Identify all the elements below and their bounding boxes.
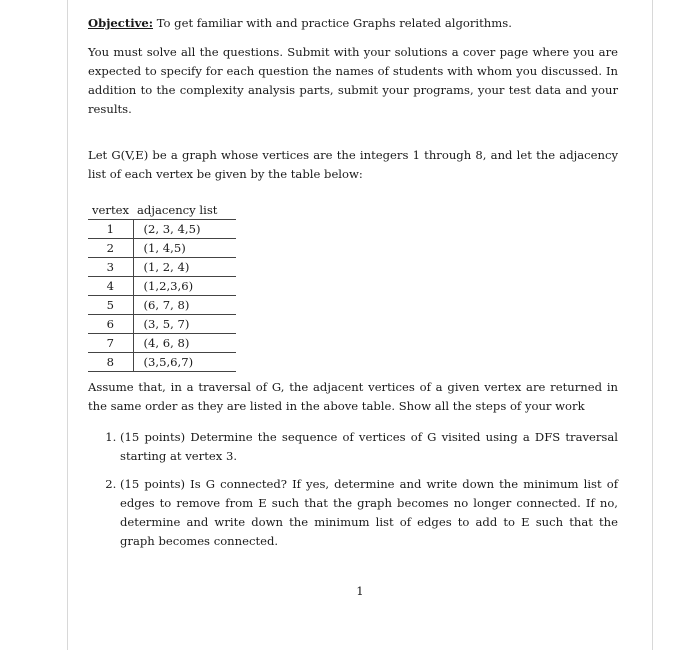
table-row (88, 220, 236, 239)
document-content (88, 14, 618, 560)
vertex-cell: 7 (88, 334, 133, 353)
objective-text: To get familiar with and practice Graphs related algorithms. (156, 16, 512, 30)
adjacency-cell: (3, 5, 7) (133, 315, 236, 334)
objective-paragraph (88, 14, 618, 33)
table-row (88, 258, 236, 277)
adjacency-cell: (1, 4,5) (133, 239, 236, 258)
question-item: 2. (15 points) Is G connected? If yes, determine and write down the minimum list of edges to remove from E such that the graph becomes no longer connected. If no, determine and write down the minimum list of edges to add to E such that the graph becomes connected. (120, 475, 618, 551)
table-row (88, 296, 236, 315)
vertex-cell: 6 (88, 315, 133, 334)
vertex-cell: 5 (88, 296, 133, 315)
vertex-cell: 1 (88, 220, 133, 239)
adjacency-cell: (1, 2, 4) (133, 258, 236, 277)
question-list (88, 428, 618, 551)
table-row (88, 277, 236, 296)
vertex-cell: 3 (88, 258, 133, 277)
question-item: 1. (15 points) Determine the sequence of vertices of G visited using a DFS traversal starting at vertex 3. (120, 428, 618, 466)
header-vertex: vertex (92, 203, 130, 217)
table-header-row (88, 202, 236, 220)
table-row (88, 353, 236, 372)
adjacency-table (88, 202, 236, 372)
table-row (88, 334, 236, 353)
objective-label: Objective: (88, 16, 153, 30)
adjacency-cell: (2, 3, 4,5) (133, 220, 236, 239)
page-number: 1 (356, 584, 364, 598)
vertex-cell: 2 (88, 239, 133, 258)
vertex-cell: 8 (88, 353, 133, 372)
table-row (88, 315, 236, 334)
adjacency-cell: (4, 6, 8) (133, 334, 236, 353)
intro-paragraph: You must solve all the questions. Submit with your solutions a cover page where you are expected to specify for each question the names of students with whom you discussed. In addition to the complexity analysis parts, submit your programs, your test data and your results. (88, 45, 618, 116)
graph-intro-paragraph: Let G(V,E) be a graph whose vertices are the integers 1 through 8, and let the adjacency list of each vertex be given by the table below: (88, 148, 618, 181)
adjacency-cell: (3,5,6,7) (133, 353, 236, 372)
vertex-cell: 4 (88, 277, 133, 296)
header-adjacency-list: adjacency list (137, 203, 218, 217)
document-page (67, 0, 653, 650)
assume-paragraph: Assume that, in a traversal of G, the adjacent vertices of a given vertex are returned in the same order as they are listed in the above table. Show all the steps of your work (88, 380, 618, 413)
adjacency-cell: (6, 7, 8) (133, 296, 236, 315)
table-row (88, 239, 236, 258)
adjacency-cell: (1,2,3,6) (133, 277, 236, 296)
